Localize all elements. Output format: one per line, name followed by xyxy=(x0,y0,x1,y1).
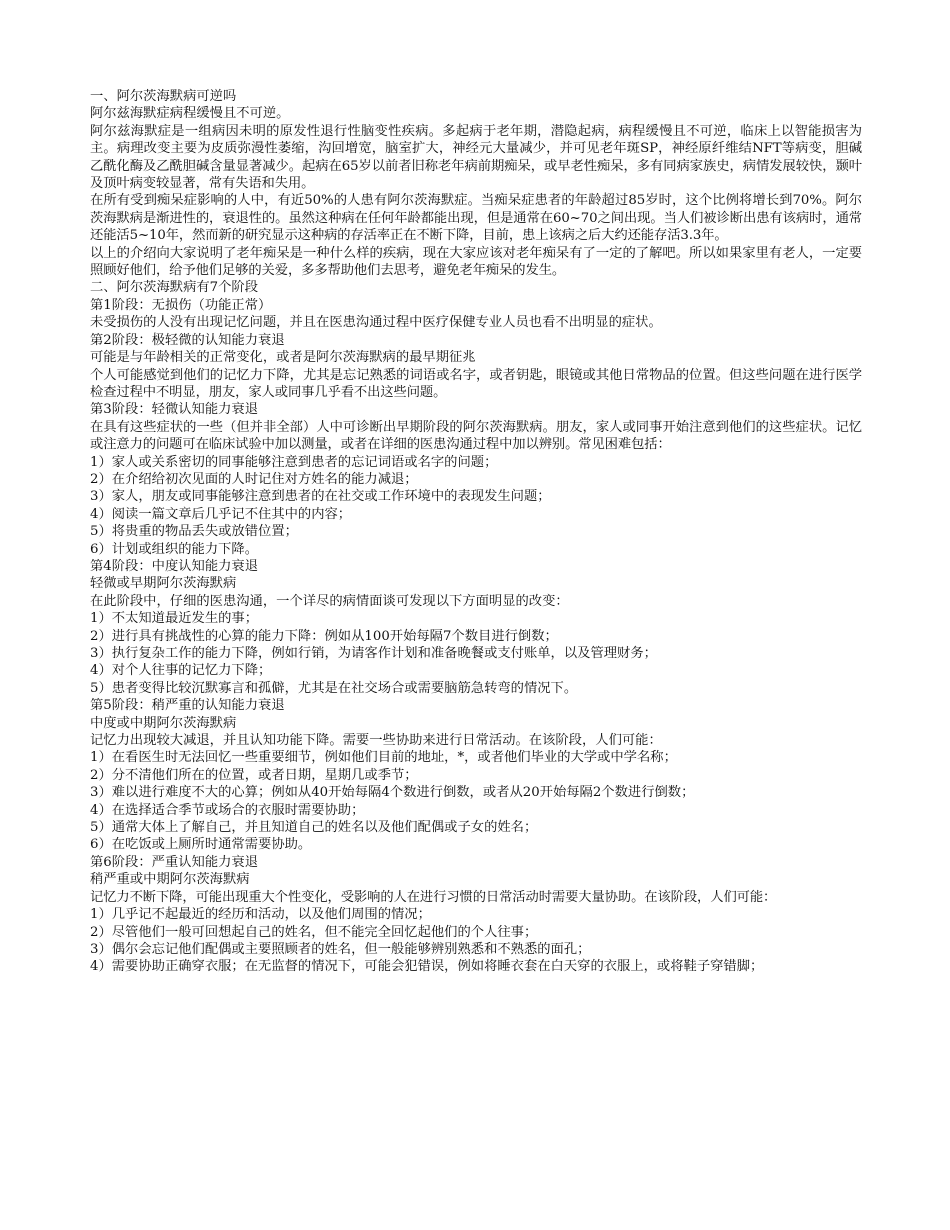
list-item: 1）不太知道最近发生的事； xyxy=(90,611,259,627)
stage-heading-4: 第4阶段：中度认知能力衰退 xyxy=(90,558,259,574)
list-item: 6）在吃饭或上厕所时通常需要协助。 xyxy=(90,837,312,853)
list-item: 5）将贵重的物品丢失或放错位置； xyxy=(90,524,298,540)
stage-heading-2: 第2阶段：极轻微的认知能力衰退 xyxy=(90,332,285,348)
stage-heading-5: 第5阶段：稍严重的认知能力衰退 xyxy=(90,698,285,714)
paragraph: 记忆力不断下降，可能出现重大个性变化，受影响的人在进行习惯的日常活动时需要大量协助。在该阶段，人们可能： xyxy=(90,889,777,905)
paragraph: 在此阶段中，仔细的医患沟通，一个详尽的病情面谈可发现以下方面明显的改变： xyxy=(90,593,569,609)
paragraph: 记忆力出现较大减退，并且认知功能下降。需要一些协助来进行日常活动。在该阶段，人们可能： xyxy=(90,733,662,749)
paragraph: 在具有这些症状的一些（但并非全部）人中可诊断出早期阶段的阿尔茨海默病。朋友，家人或同事开始注意到他们的这些症状。记忆或注意力的问题可在临床试验中加以测量，或者在详细的医患沟通过程中加以辨别。常见困难包括： xyxy=(90,419,862,453)
heading-section-1: 一、阿尔茨海默病可逆吗 xyxy=(90,89,237,104)
paragraph: 阿尔兹海默症是一组病因未明的原发性退行性脑变性疾病。多起病于老年期，潜隐起病，病程缓慢且不可逆，临床上以智能损害为主。病理改变主要为皮质弥漫性萎缩，沟回增宽，脑室扩大，神经元大量减少，并可见老年斑SP，神经原纤维结NFT等病变，胆碱乙酰化酶及乙酰胆碱含量显著减少。起病在65岁以前者旧称老年病前期痴呆，或早老性痴呆，多有同病家族史，病情发展较快，颞叶及顶叶病变较显著，常有失语和失用。 xyxy=(90,123,862,192)
list-item: 1）在看医生时无法回忆一些重要细节，例如他们目前的地址，*，或者他们毕业的大学或中学名称； xyxy=(90,750,677,766)
list-item: 5）通常大体上了解自己，并且知道自己的姓名以及他们配偶或子女的姓名； xyxy=(90,820,538,836)
paragraph: 稍严重或中期阿尔茨海默病 xyxy=(90,872,250,888)
paragraph: 可能是与年龄相关的正常变化，或者是阿尔茨海默病的最早期征兆 xyxy=(90,350,476,366)
paragraph: 阿尔兹海默症病程缓慢且不可逆。 xyxy=(90,106,290,122)
list-item: 3）家人，朋友或同事能够注意到患者的在社交或工作环境中的表现发生问题； xyxy=(90,489,551,505)
paragraph: 未受损伤的人没有出现记忆问题，并且在医患沟通过程中医疗保健专业人员也看不出明显的症状。 xyxy=(90,315,662,331)
list-item: 5）患者变得比较沉默寡言和孤僻，尤其是在社交场合或需要脑筋急转弯的情况下。 xyxy=(90,680,578,696)
list-item: 4）阅读一篇文章后几乎记不住其中的内容； xyxy=(90,506,352,522)
list-item: 1）几乎记不起最近的经历和活动，以及他们周围的情况； xyxy=(90,907,431,923)
list-item: 3）偶尔会忘记他们配偶或主要照顾者的姓名，但一般能够辨别熟悉和不熟悉的面孔； xyxy=(90,941,591,957)
stage-heading-6: 第6阶段：严重认知能力衰退 xyxy=(90,854,259,870)
paragraph: 轻微或早期阿尔茨海默病 xyxy=(90,576,237,592)
list-item: 2）尽管他们一般可回想起自己的姓名，但不能完全回忆起他们的个人往事； xyxy=(90,924,538,940)
list-item: 3）难以进行难度不大的心算；例如从40开始每隔4个数进行倒数，或者从20开始每隔2个数进行倒数； xyxy=(90,785,695,801)
list-item: 4）需要协助正确穿衣服；在无监督的情况下，可能会犯错误，例如将睡衣套在白天穿的衣服上，或将鞋子穿错脚； xyxy=(90,959,764,975)
list-item: 2）进行具有挑战性的心算的能力下降：例如从100开始每隔7个数目进行倒数； xyxy=(90,628,558,644)
paragraph: 以上的介绍向大家说明了老年痴呆是一种什么样的疾病，现在大家应该对老年痴呆有了一定的了解吧。所以如果家里有老人，一定要照顾好他们，给予他们足够的关爱，多多帮助他们去思考，避免老年痴呆的发生。 xyxy=(90,245,862,279)
stage-heading-3: 第3阶段：轻微认知能力衰退 xyxy=(90,402,259,418)
list-item: 1）家人或关系密切的同事能够注意到患者的忘记词语或名字的问题； xyxy=(90,454,498,470)
list-item: 4）在选择适合季节或场合的衣服时需要协助； xyxy=(90,802,365,818)
stage-heading-1: 第1阶段：无损伤（功能正常） xyxy=(90,297,272,313)
paragraph: 在所有受到痴呆症影响的人中，有近50%的人患有阿尔茨海默症。当痴呆症患者的年龄超过85岁时，这个比例将增长到70%。阿尔茨海默病是渐进性的，衰退性的。虽然这种病在任何年龄都能出现，但是通常在60~70之间出现。当人们被诊断出患有该病时，通常还能活5~10年，然而新的研究显示这种病的存活率正在不断下降，目前，患上该病之后大约还能存活3.3年。 xyxy=(90,193,862,244)
list-item: 4）对个人往事的记忆力下降； xyxy=(90,663,272,679)
heading-section-2: 二、阿尔茨海默病有7个阶段 xyxy=(90,280,259,296)
list-item: 2）在介绍给初次见面的人时记住对方姓名的能力减退； xyxy=(90,471,418,487)
paragraph: 个人可能感觉到他们的记忆力下降，尤其是忘记熟悉的词语或名字，或者钥匙，眼镜或其他日常物品的位置。但这些问题在进行医学检查过程中不明显，朋友，家人或同事几乎看不出这些问题。 xyxy=(90,367,862,400)
list-item: 2）分不清他们所在的位置，或者日期，星期几或季节； xyxy=(90,767,418,783)
paragraph: 中度或中期阿尔茨海默病 xyxy=(90,715,237,731)
list-item: 3）执行复杂工作的能力下降，例如行销，为请客作计划和准备晚餐或支付账单，以及管理财务； xyxy=(90,646,657,661)
list-item: 6）计划或组织的能力下降。 xyxy=(90,541,259,557)
